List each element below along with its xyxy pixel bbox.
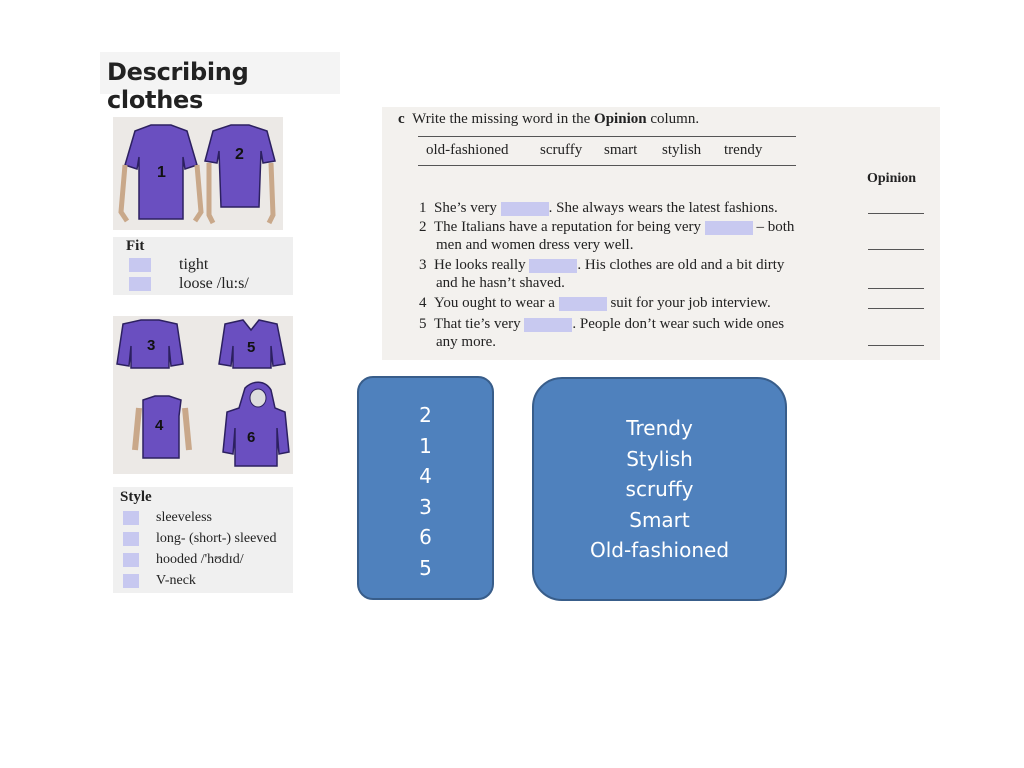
- fit-heading: Fit: [126, 238, 145, 254]
- sentence-text: She’s very: [434, 200, 497, 216]
- sentence-text: . His clothes are old and a bit dirty: [577, 257, 785, 273]
- fit-shirts-image: [113, 117, 283, 230]
- sentence-text: . People don’t wear such wide ones: [572, 316, 785, 332]
- sentence-line: [419, 316, 784, 333]
- answer-swatch: [123, 553, 139, 567]
- image-number: 5: [247, 339, 256, 356]
- sentence-line: [419, 295, 771, 312]
- sentence-text: You ought to wear a: [434, 295, 555, 311]
- word-option: stylish: [662, 142, 702, 158]
- answer-number: 5: [419, 555, 432, 580]
- sentence-line: [436, 275, 565, 292]
- exercise-panel: [382, 107, 940, 360]
- sentence-number: 3: [419, 257, 427, 273]
- style-item-label: long- (short-) sleeved: [156, 531, 277, 546]
- exercise-instruction: [398, 111, 699, 128]
- sentence-number: 4: [419, 295, 427, 311]
- word-option: trendy: [724, 142, 763, 158]
- style-item-label: hooded /'hʊdɪd/: [156, 552, 244, 567]
- answer-line: [868, 345, 924, 346]
- exercise-letter: c: [398, 111, 405, 127]
- answer-word: scruffy: [625, 477, 694, 501]
- style-item: [123, 552, 244, 568]
- instruction-bold: Opinion: [594, 111, 647, 127]
- style-item: [123, 531, 277, 547]
- sentence-line: [419, 200, 778, 217]
- sentence-line: [419, 219, 794, 236]
- sentence-text: – both: [752, 219, 795, 235]
- style-shirts-image: [113, 316, 293, 474]
- answer-word: Old-fashioned: [589, 538, 730, 562]
- fit-item: [129, 256, 208, 274]
- answer-blank: [529, 259, 577, 273]
- sentence-line: [419, 257, 784, 274]
- image-number: 4: [155, 417, 164, 434]
- sentence-line: [436, 237, 633, 254]
- answer-number: 6: [419, 525, 432, 549]
- sentence-number: 2: [419, 219, 427, 235]
- words-answer-box: [532, 377, 787, 601]
- fit-item: [129, 275, 249, 293]
- answer-swatch: [123, 532, 139, 546]
- answer-word: Smart: [629, 507, 690, 532]
- fit-item-label: loose /lu:s/: [179, 275, 249, 292]
- answer-line: [868, 249, 924, 250]
- answer-blank: [524, 318, 572, 332]
- style-heading: Style: [120, 489, 152, 505]
- answer-word: Trendy: [626, 416, 693, 440]
- fit-item-label: tight: [179, 256, 209, 273]
- word-option: old-fashioned: [426, 142, 509, 158]
- answer-line: [868, 308, 924, 309]
- answer-number: 3: [419, 494, 432, 519]
- answer-line: [868, 213, 924, 214]
- style-panel: [113, 487, 293, 593]
- sentence-text: The Italians have a reputation for being very: [434, 219, 701, 235]
- word-box: [418, 136, 796, 166]
- image-number: 3: [147, 337, 156, 354]
- instruction-text: Write the missing word in the: [412, 111, 595, 127]
- image-number: 1: [157, 164, 166, 181]
- words-list: [534, 413, 785, 566]
- fit-panel: [113, 237, 293, 295]
- opinion-column-header: Opinion: [867, 171, 917, 186]
- sentence-number: 5: [419, 316, 427, 332]
- sentence-text: suit for your job interview.: [606, 295, 771, 311]
- image-number: 2: [235, 146, 244, 163]
- answer-line: [868, 288, 924, 289]
- title-banner: [100, 52, 340, 114]
- page-title: Describing clothes: [107, 58, 249, 114]
- answer-number: 4: [419, 464, 432, 488]
- answer-blank: [559, 297, 607, 311]
- answer-swatch: [123, 511, 139, 525]
- answer-blank: [705, 221, 753, 235]
- shirt-illustration: [113, 117, 283, 230]
- sentence-text: any more.: [436, 334, 496, 350]
- sentence-text: That tie’s very: [434, 316, 521, 332]
- answer-number: 2: [419, 403, 432, 427]
- style-item: [123, 573, 196, 589]
- answer-blank: [501, 202, 549, 216]
- shirt-illustration: [113, 316, 293, 474]
- word-option: smart: [604, 142, 638, 158]
- style-item: [123, 510, 212, 526]
- answer-number: 1: [419, 433, 432, 458]
- sentence-text: and he hasn’t shaved.: [436, 275, 565, 291]
- answer-word: Stylish: [626, 446, 693, 471]
- image-number: 6: [247, 429, 256, 446]
- answer-swatch: [129, 258, 151, 272]
- numbers-answer-box: [357, 376, 494, 600]
- instruction-text: column.: [646, 111, 700, 127]
- answer-swatch: [123, 574, 139, 588]
- sentence-line: [436, 334, 496, 351]
- word-option: scruffy: [540, 142, 583, 158]
- sentence-text: men and women dress very well.: [436, 237, 634, 253]
- answer-swatch: [129, 277, 151, 291]
- sentence-text: He looks really: [434, 257, 526, 273]
- sentence-text: . She always wears the latest fashions.: [548, 200, 778, 216]
- style-item-label: sleeveless: [156, 510, 212, 525]
- numbers-list: [359, 400, 492, 583]
- sentence-number: 1: [419, 200, 427, 216]
- style-item-label: V-neck: [156, 573, 196, 588]
